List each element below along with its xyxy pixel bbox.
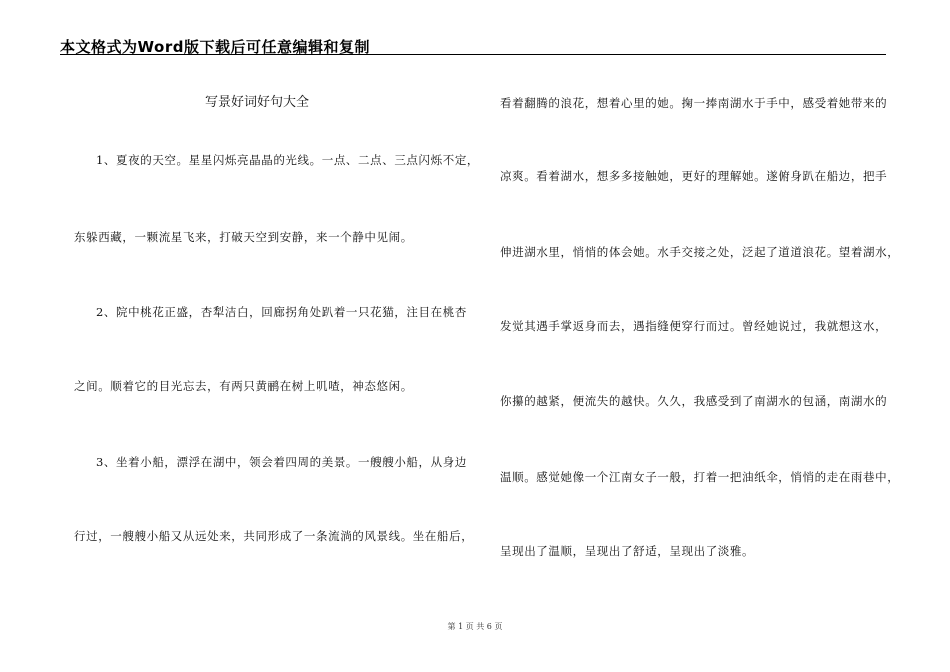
paragraph-line: 东躲西藏，一颗流星飞来，打破天空到安静，来一个静中见闹。	[74, 230, 413, 244]
paragraph-line: 看着翻腾的浪花，想着心里的她。掬一捧南湖水于手中，感受着她带来的	[500, 96, 888, 110]
paragraph-line: 呈现出了温顺，呈现出了舒适，呈现出了淡雅。	[500, 544, 755, 558]
header-divider	[60, 54, 886, 55]
paragraph-line: 温顺。感觉她像一个江南女子一般，打着一把油纸伞，悄悄的走在雨巷中，	[500, 470, 900, 484]
paragraph-line: 之间。顺着它的目光忘去，有两只黄鹂在树上叽喳，神态悠闲。	[74, 379, 413, 393]
paragraph-line: 凉爽。看着湖水，想多多接触她，更好的理解她。遂俯身趴在船边，把手	[500, 169, 888, 183]
paragraph-line: 伸进湖水里，悄悄的体会她。水手交接之处，泛起了道道浪花。望着湖水，	[500, 245, 900, 259]
paragraph-line: 3、坐着小船，漂浮在湖中，领会着四周的美景。一艘艘小船，从身边	[96, 455, 467, 469]
paragraph-line: 2、院中桃花正盛，杏犁洁白，回廊拐角处趴着一只花猫，注目在桃杏	[96, 305, 467, 319]
paragraph-line: 发觉其遇手掌返身而去，遇指缝便穿行而过。曾经她说过，我就想这水，	[500, 319, 888, 333]
paragraph-line: 行过，一艘艘小船又从远处来，共同形成了一条流淌的风景线。坐在船后，	[74, 529, 474, 543]
document-title: 写景好词好句大全	[205, 95, 310, 110]
paragraph-line: 你攥的越紧，便流失的越快。久久，我感受到了南湖水的包涵，南湖水的	[500, 394, 888, 408]
page-number: 第 1 页 共 6 页	[447, 622, 503, 631]
paragraph-line: 1、夏夜的天空。星星闪烁亮晶晶的光线。一点、二点、三点闪烁不定，	[96, 153, 480, 167]
header-banner: 本文格式为Word版下载后可任意编辑和复制	[60, 38, 370, 56]
